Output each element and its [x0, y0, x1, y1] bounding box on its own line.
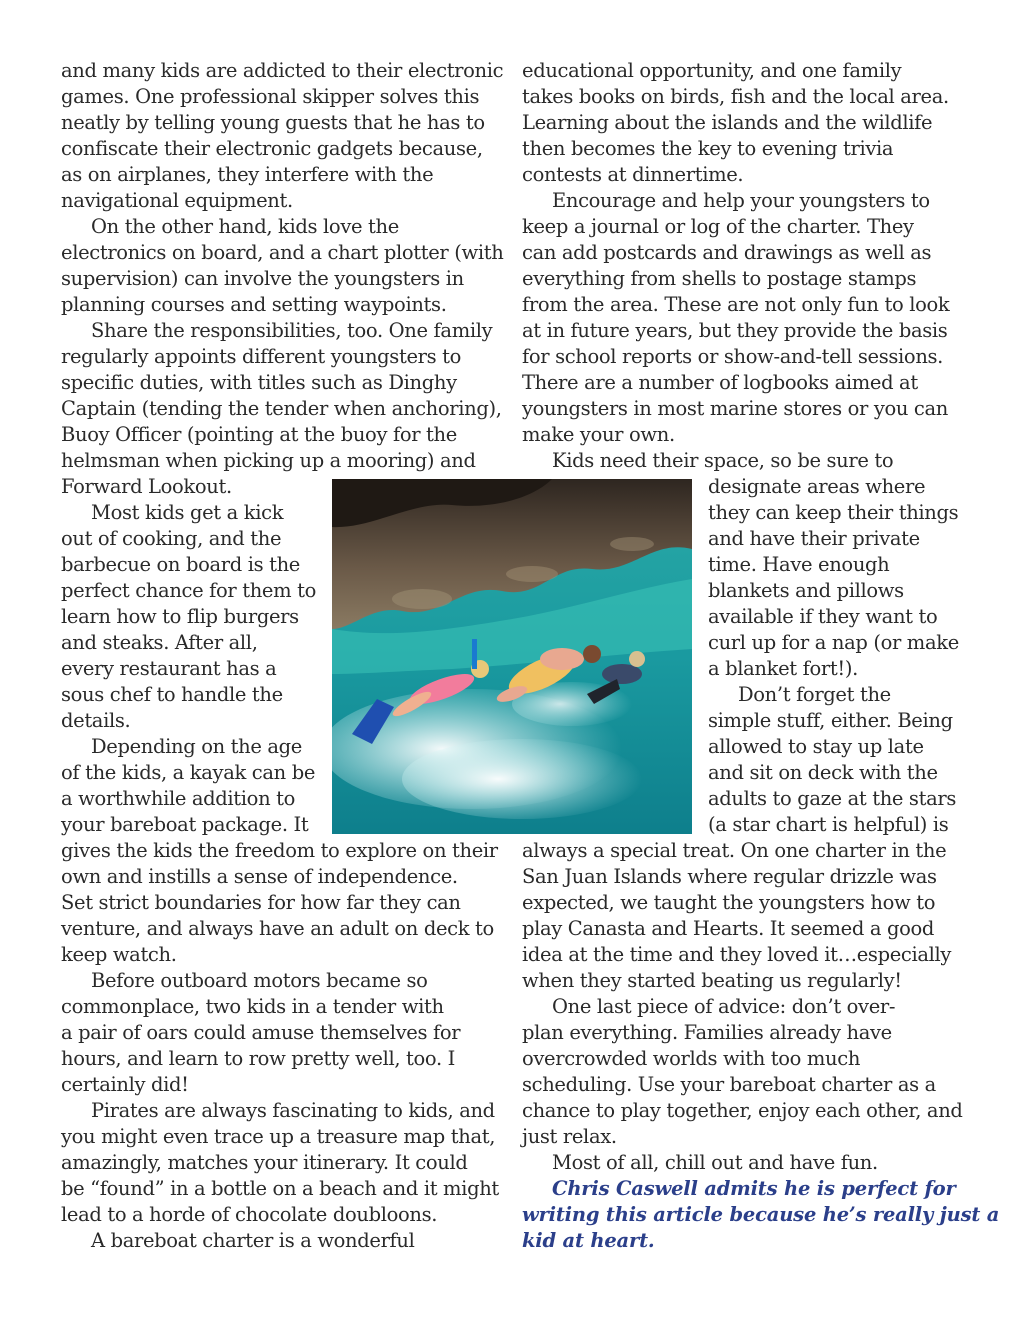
text-line: keep a journal or log of the charter. They [522, 215, 914, 238]
text-line: sous chef to handle the [61, 683, 283, 706]
text-line: then becomes the key to evening trivia [522, 137, 894, 160]
text-line: as on airplanes, they interfere with the [61, 163, 434, 186]
text-line: idea at the time and they loved it…especially [522, 943, 952, 966]
text-line: educational opportunity, and one family [522, 59, 902, 82]
text-line: lead to a horde of chocolate doubloons. [61, 1203, 438, 1226]
text-line: of the kids, a kayak can be [61, 761, 316, 784]
text-line: Pirates are always fascinating to kids, and [91, 1099, 495, 1122]
text-line: keep watch. [61, 943, 177, 966]
text-line: everything from shells to postage stamps [522, 267, 917, 290]
text-line: gives the kids the freedom to explore on their [61, 839, 498, 862]
text-line: play Canasta and Hearts. It seemed a good [522, 917, 935, 940]
text-line: time. Have enough [708, 553, 890, 576]
text-line: and sit on deck with the [708, 761, 938, 784]
snorkelers-illustration [332, 479, 692, 834]
text-line: simple stuff, either. Being [708, 709, 953, 732]
text-line: takes books on birds, fish and the local area. [522, 85, 949, 108]
text-line: supervision) can involve the youngsters in [61, 267, 464, 290]
text-line: and steaks. After all, [61, 631, 258, 654]
text-line: and many kids are addicted to their electronic [61, 59, 504, 82]
text-line: a pair of oars could amuse themselves for [61, 1021, 461, 1044]
snorkelers-photo [332, 479, 692, 834]
author-byline-line: writing this article because he’s really just a [522, 1203, 1000, 1226]
text-line: available if they want to [708, 605, 938, 628]
text-line: you might even trace up a treasure map that, [61, 1125, 496, 1148]
text-line: youngsters in most marine stores or you can [522, 397, 948, 420]
text-line: neatly by telling young guests that he has to [61, 111, 485, 134]
text-line: a blanket fort!). [708, 657, 858, 680]
text-line: Forward Lookout. [61, 475, 232, 498]
text-line: when they started beating us regularly! [522, 969, 902, 992]
text-line: navigational equipment. [61, 189, 293, 212]
text-line: Set strict boundaries for how far they can [61, 891, 461, 914]
text-line: hours, and learn to row pretty well, too. I [61, 1047, 456, 1070]
text-line: blankets and pillows [708, 579, 904, 602]
text-line: be “found” in a bottle on a beach and it might [61, 1177, 499, 1200]
author-byline-line: kid at heart. [522, 1229, 655, 1252]
text-line: Kids need their space, so be sure to [552, 449, 894, 472]
text-line: Don’t forget the [738, 683, 891, 706]
text-line: overcrowded worlds with too much [522, 1047, 861, 1070]
text-line: own and instills a sense of independence. [61, 865, 458, 888]
text-line: details. [61, 709, 131, 732]
text-line: On the other hand, kids love the [91, 215, 399, 238]
author-byline-line: Chris Caswell admits he is perfect for [552, 1177, 956, 1200]
text-line: and have their private [708, 527, 920, 550]
text-line: One last piece of advice: don’t over- [552, 995, 896, 1018]
text-line: chance to play together, enjoy each other, and [522, 1099, 963, 1122]
text-line: designate areas where [708, 475, 926, 498]
text-line: There are a number of logbooks aimed at [522, 371, 918, 394]
text-line: make your own. [522, 423, 675, 446]
text-line: commonplace, two kids in a tender with [61, 995, 444, 1018]
text-line: your bareboat package. It [61, 813, 309, 836]
text-line: Most of all, chill out and have fun. [552, 1151, 878, 1174]
text-line: San Juan Islands where regular drizzle was [522, 865, 937, 888]
text-line: they can keep their things [708, 501, 959, 524]
text-line: electronics on board, and a chart plotter (with [61, 241, 504, 264]
text-line: contests at dinnertime. [522, 163, 744, 186]
text-line: A bareboat charter is a wonderful [91, 1229, 415, 1252]
text-line: Most kids get a kick [91, 501, 284, 524]
text-line: expected, we taught the youngsters how to [522, 891, 936, 914]
text-line: barbecue on board is the [61, 553, 300, 576]
text-line: venture, and always have an adult on deck to [61, 917, 494, 940]
text-line: planning courses and setting waypoints. [61, 293, 447, 316]
text-line: at in future years, but they provide the basis [522, 319, 948, 342]
text-line: Learning about the islands and the wildlife [522, 111, 933, 134]
text-line: out of cooking, and the [61, 527, 282, 550]
text-line: just relax. [522, 1125, 617, 1148]
text-line: helmsman when picking up a mooring) and [61, 449, 476, 472]
text-line: Encourage and help your youngsters to [552, 189, 930, 212]
text-line: (a star chart is helpful) is [708, 813, 949, 836]
text-line: Depending on the age [91, 735, 302, 758]
text-line: every restaurant has a [61, 657, 277, 680]
text-line: Buoy Officer (pointing at the buoy for the [61, 423, 457, 446]
text-line: always a special treat. On one charter in the [522, 839, 947, 862]
text-line: certainly did! [61, 1073, 189, 1096]
text-line: games. One professional skipper solves this [61, 85, 480, 108]
text-line: from the area. These are not only fun to look [522, 293, 950, 316]
text-line: a worthwhile addition to [61, 787, 296, 810]
text-line: amazingly, matches your itinerary. It could [61, 1151, 468, 1174]
text-line: can add postcards and drawings as well as [522, 241, 932, 264]
text-line: for school reports or show-and-tell sessions. [522, 345, 944, 368]
text-line: regularly appoints different youngsters to [61, 345, 461, 368]
text-line: scheduling. Use your bareboat charter as a [522, 1073, 936, 1096]
text-line: confiscate their electronic gadgets because, [61, 137, 483, 160]
text-line: Share the responsibilities, too. One family [91, 319, 493, 342]
text-line: Captain (tending the tender when anchoring), [61, 397, 502, 420]
text-line: Before outboard motors became so [91, 969, 428, 992]
text-line: allowed to stay up late [708, 735, 924, 758]
text-line: perfect chance for them to [61, 579, 316, 602]
text-line: curl up for a nap (or make [708, 631, 959, 654]
text-line: adults to gaze at the stars [708, 787, 956, 810]
text-line: plan everything. Families already have [522, 1021, 892, 1044]
text-line: specific duties, with titles such as Dinghy [61, 371, 457, 394]
text-line: learn how to flip burgers [61, 605, 299, 628]
